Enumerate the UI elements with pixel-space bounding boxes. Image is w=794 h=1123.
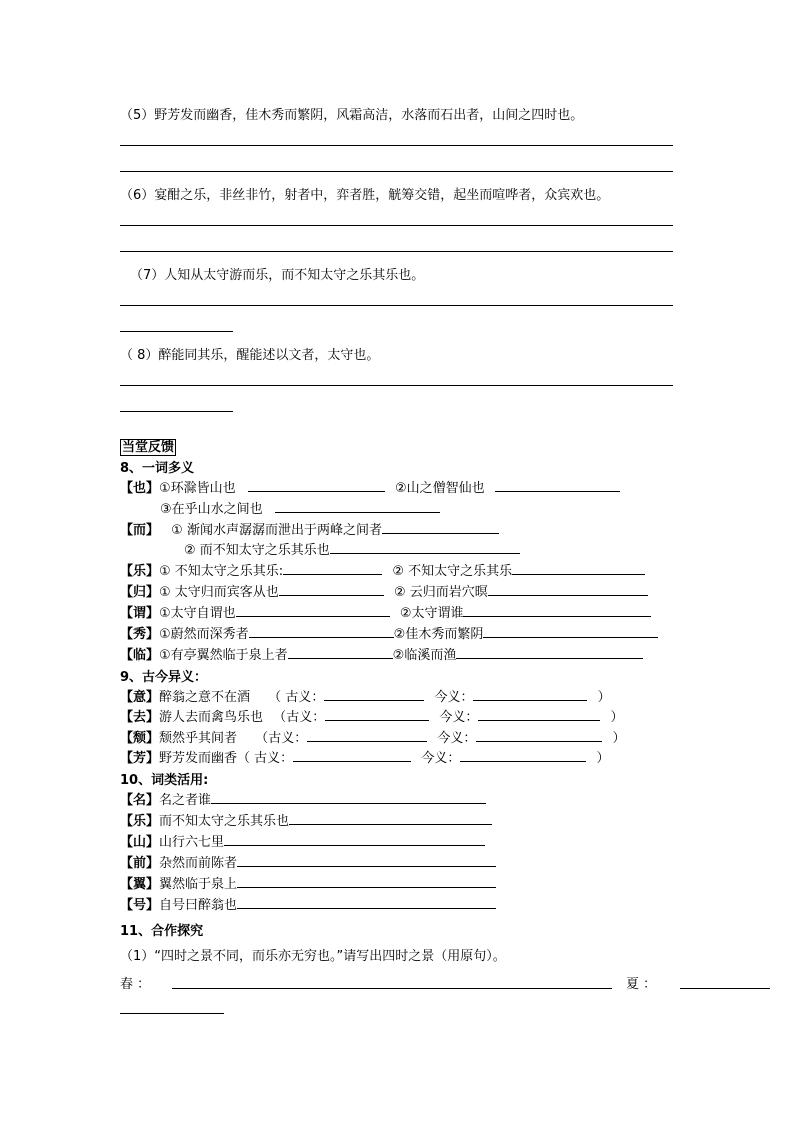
answer-blank[interactable] bbox=[279, 582, 384, 596]
modern-meaning-blank[interactable] bbox=[478, 707, 600, 721]
example-text: 自号曰醉翁也 bbox=[159, 898, 238, 913]
polysemy-row-ye-3 bbox=[160, 499, 440, 518]
polysemy-row-lin bbox=[120, 645, 643, 664]
paren-open: （ bbox=[255, 731, 269, 746]
modern-label: 今义： bbox=[421, 751, 461, 766]
paren-close: ） bbox=[596, 751, 610, 766]
example-text: ① 太守归而宾客从也 bbox=[159, 585, 279, 600]
answer-line[interactable] bbox=[120, 411, 233, 412]
answer-blank[interactable] bbox=[236, 603, 390, 617]
example-text: 杂然而前陈者 bbox=[159, 856, 238, 871]
section-heading-10: 10、词类活用: bbox=[120, 773, 209, 788]
polysemy-row-le bbox=[120, 561, 645, 580]
usage-row bbox=[120, 811, 492, 830]
usage-row bbox=[120, 790, 486, 809]
word-key: 【号】 bbox=[120, 898, 160, 913]
answer-blank[interactable] bbox=[211, 790, 486, 804]
paren-open: （ bbox=[237, 751, 255, 766]
answer-line[interactable] bbox=[120, 305, 673, 306]
ancient-meaning-blank[interactable] bbox=[324, 687, 424, 701]
summer-answer-line[interactable] bbox=[680, 988, 770, 989]
polysemy-row-xiu bbox=[120, 624, 658, 643]
word-key: 【也】 bbox=[120, 481, 160, 496]
polysemy-row-er bbox=[120, 520, 499, 539]
answer-line[interactable] bbox=[120, 385, 673, 386]
paren-close: ） bbox=[597, 690, 611, 705]
answer-blank[interactable] bbox=[483, 624, 658, 638]
modern-label: 今义： bbox=[437, 731, 477, 746]
example-text: ②佳木秀而繁阴 bbox=[393, 627, 484, 642]
section-heading-9: 9、古今异义： bbox=[120, 670, 208, 685]
question-prompt: （1）“四时之景不同，而乐亦无穷也。”请写出四时之景（用原句）。 bbox=[120, 949, 506, 964]
answer-line[interactable] bbox=[120, 331, 233, 332]
word-key: 【归】 bbox=[120, 585, 160, 600]
answer-line[interactable] bbox=[120, 225, 673, 226]
answer-blank[interactable] bbox=[488, 582, 648, 596]
modern-label: 今义： bbox=[439, 710, 479, 725]
example-text: ②临溪而渔 bbox=[392, 648, 457, 663]
ancient-meaning-blank[interactable] bbox=[293, 748, 411, 762]
word-key: 【山】 bbox=[120, 835, 160, 850]
answer-blank[interactable] bbox=[288, 645, 393, 659]
answer-blank[interactable] bbox=[248, 478, 385, 492]
ancient-label: 古义： bbox=[286, 710, 326, 725]
polysemy-row-ye bbox=[120, 478, 620, 497]
example-text: ②太守谓谁 bbox=[399, 606, 464, 621]
example-text: 名之者谁 bbox=[159, 793, 212, 808]
answer-blank[interactable] bbox=[330, 540, 520, 554]
answer-blank[interactable] bbox=[237, 853, 496, 867]
modern-label: 今义： bbox=[434, 690, 474, 705]
translation-item-8: （ 8）醉能同其乐，醒能述以文者，太守也。 bbox=[120, 348, 380, 363]
answer-line[interactable] bbox=[120, 1013, 224, 1014]
ancient-meaning-blank[interactable] bbox=[325, 707, 429, 721]
paren-open: （ bbox=[273, 710, 287, 725]
word-key: 【乐】 bbox=[120, 564, 160, 579]
answer-blank[interactable] bbox=[495, 478, 620, 492]
answer-blank[interactable] bbox=[289, 811, 492, 825]
translation-item-7: （7）人知从太守游而乐，而不知太守之乐其乐也。 bbox=[130, 268, 425, 283]
ancient-label: 古义： bbox=[254, 751, 294, 766]
usage-row bbox=[120, 853, 496, 872]
word-key: 【意】 bbox=[120, 690, 160, 705]
ancient-meaning-blank[interactable] bbox=[307, 728, 427, 742]
modern-meaning-blank[interactable] bbox=[460, 748, 586, 762]
paren-open: （ bbox=[268, 690, 286, 705]
answer-blank[interactable] bbox=[283, 561, 382, 575]
translation-item-6: （6）宴酣之乐，非丝非竹，射者中，弈者胜，觥筹交错，起坐而喧哗者，众宾欢也。 bbox=[120, 188, 610, 203]
word-key: 【去】 bbox=[120, 710, 160, 725]
answer-blank[interactable] bbox=[463, 603, 651, 617]
answer-blank[interactable] bbox=[382, 520, 499, 534]
word-key: 【芳】 bbox=[120, 751, 160, 766]
paren-close: ） bbox=[612, 731, 626, 746]
translation-item-5: （5）野芳发而幽香，佳木秀而繁阴，风霜高洁，水落而石出者，山间之四时也。 bbox=[120, 108, 584, 123]
example-text: 而不知太守之乐其乐也 bbox=[159, 814, 290, 829]
polysemy-row-gui bbox=[120, 582, 648, 601]
meaning-row bbox=[120, 728, 626, 747]
word-key: 【谓】 bbox=[120, 606, 160, 621]
ancient-label: 古义： bbox=[285, 690, 325, 705]
example-text: ②山之僧智仙也 bbox=[394, 481, 485, 496]
example-text: ② 云归而岩穴暝 bbox=[393, 585, 488, 600]
meaning-row bbox=[120, 707, 624, 726]
paren-close: ） bbox=[610, 710, 624, 725]
example-text: 山行六七里 bbox=[159, 835, 225, 850]
answer-line[interactable] bbox=[120, 251, 673, 252]
example-text: ①太守自谓也 bbox=[159, 606, 236, 621]
example-text: 游人去而禽鸟乐也 bbox=[159, 710, 264, 725]
polysemy-row-er-2 bbox=[184, 540, 520, 559]
section-title bbox=[120, 436, 176, 455]
answer-blank[interactable] bbox=[237, 874, 496, 888]
section-heading-8: 8、一词多义 bbox=[120, 461, 195, 476]
usage-row bbox=[120, 895, 496, 914]
polysemy-row-wei bbox=[120, 603, 651, 622]
example-text: ② 而不知太守之乐其乐也 bbox=[184, 543, 330, 558]
example-text: 野芳发而幽香 bbox=[159, 751, 238, 766]
modern-meaning-blank[interactable] bbox=[476, 728, 602, 742]
meaning-row bbox=[120, 748, 610, 767]
answer-blank[interactable] bbox=[456, 645, 643, 659]
usage-row bbox=[120, 832, 485, 851]
example-text: ① 渐闻水声潺潺而泄出于两峰之间者 bbox=[171, 523, 382, 538]
example-text: 颓然乎其间者 bbox=[159, 731, 238, 746]
word-key: 【秀】 bbox=[120, 627, 160, 642]
example-text: ①有亭翼然临于泉上者 bbox=[159, 648, 288, 663]
word-key: 【翼】 bbox=[120, 877, 160, 892]
answer-blank[interactable] bbox=[224, 832, 485, 846]
example-text: ③在乎山水之间也 bbox=[160, 502, 263, 517]
example-text: 翼然临于泉上 bbox=[159, 877, 238, 892]
example-text: ①环滁皆山也 bbox=[159, 481, 236, 496]
word-key: 【乐】 bbox=[120, 814, 160, 829]
ancient-label: 古义： bbox=[268, 731, 308, 746]
spring-answer-line[interactable] bbox=[172, 988, 612, 989]
word-key: 【前】 bbox=[120, 856, 160, 871]
meaning-row bbox=[120, 687, 611, 706]
example-text: ② 不知太守之乐其乐 bbox=[392, 564, 513, 579]
answer-blank[interactable] bbox=[237, 895, 496, 909]
word-key: 【名】 bbox=[120, 793, 160, 808]
word-key: 【临】 bbox=[120, 648, 160, 663]
example-text: ① 不知太守之乐其乐: bbox=[159, 564, 284, 579]
spring-label: 春 ： bbox=[120, 977, 151, 992]
usage-row bbox=[120, 874, 496, 893]
answer-line[interactable] bbox=[120, 145, 673, 146]
answer-blank[interactable] bbox=[275, 499, 440, 513]
feedback-title: 当堂反馈 bbox=[122, 440, 175, 455]
answer-line[interactable] bbox=[120, 171, 673, 172]
answer-blank[interactable] bbox=[512, 561, 645, 575]
word-key: 【而】 bbox=[120, 523, 160, 538]
example-text: ①蔚然而深秀者 bbox=[159, 627, 249, 642]
word-key: 【颓】 bbox=[120, 731, 160, 746]
answer-blank[interactable] bbox=[249, 624, 394, 638]
modern-meaning-blank[interactable] bbox=[473, 687, 587, 701]
example-text: 醉翁之意不在酒 bbox=[159, 690, 251, 705]
summer-label: 夏 ： bbox=[626, 977, 657, 992]
section-heading-11: 11、合作探究 bbox=[120, 924, 204, 939]
